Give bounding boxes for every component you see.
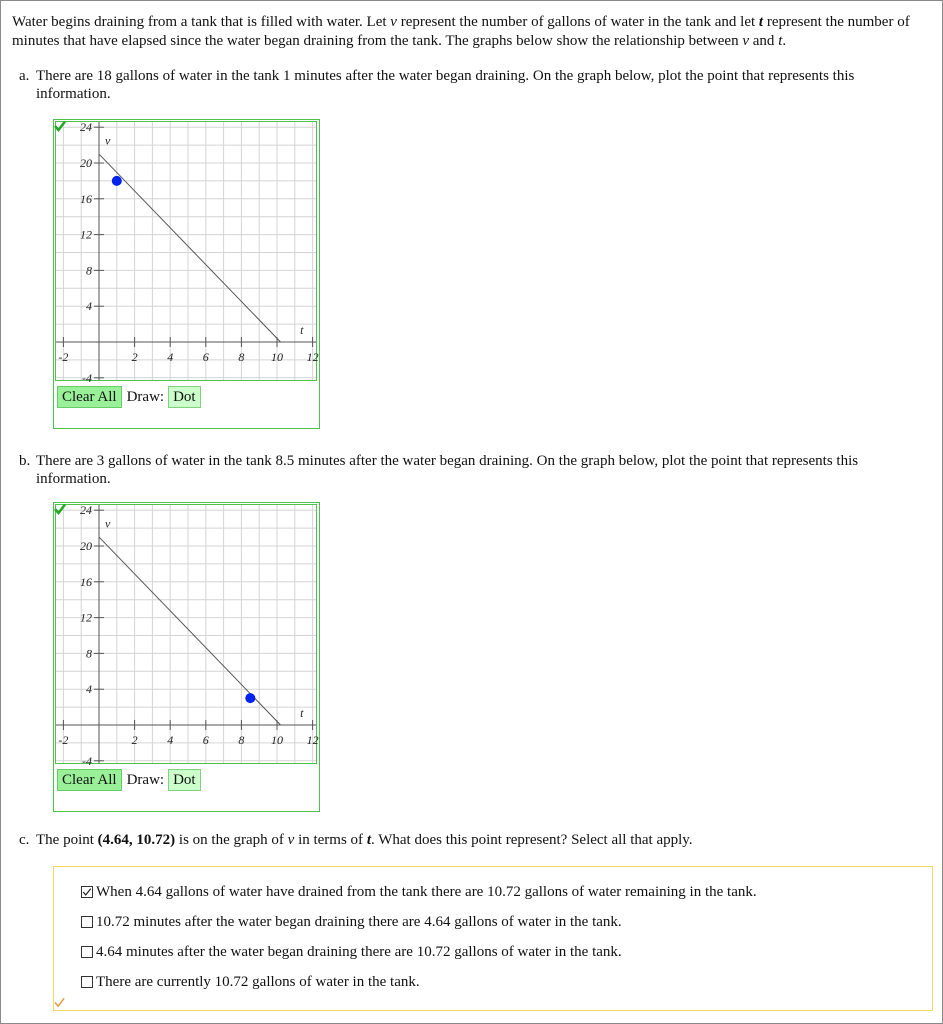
multiple-choice-box [53, 866, 933, 1011]
y-tick-label: 8 [86, 646, 92, 661]
x-tick-label: 8 [238, 733, 245, 747]
plotted-point [245, 693, 255, 703]
graph-b-toolbar [57, 769, 201, 791]
x-tick-label: 2 [131, 733, 138, 747]
problem-intro [12, 13, 932, 51]
choice-4[interactable] [81, 973, 420, 991]
graph-b-canvas[interactable] [54, 503, 319, 765]
clear-all-button[interactable]: Clear All [57, 769, 122, 791]
data-line [99, 154, 281, 342]
y-tick-label: 4 [86, 682, 92, 697]
dot-tool-button[interactable]: Dot [168, 769, 201, 791]
y-tick-label: 24 [80, 503, 92, 518]
intro-text: and [749, 33, 779, 49]
y-tick-label: 24 [80, 120, 92, 135]
part-text: The point [36, 832, 98, 848]
choice-1[interactable] [81, 883, 757, 901]
part-text: in terms of [294, 832, 367, 848]
x-tick-label: -2 [58, 350, 69, 364]
y-tick-label: 20 [80, 539, 92, 553]
choice-3[interactable] [81, 943, 622, 961]
x-axis-var-label: t [300, 706, 304, 720]
y-tick-label: -4 [82, 370, 92, 382]
y-tick-label: 12 [80, 227, 92, 242]
part-text: There are 3 gallons of water in the tank 8.5 minutes after the water began draining. On the graph below, plot the point that represents this information. [36, 453, 859, 487]
x-tick-label: 4 [167, 733, 174, 747]
y-tick-label: 12 [80, 610, 92, 625]
x-tick-label: 6 [202, 350, 209, 364]
graph-a-toolbar [57, 386, 201, 408]
partial-check-icon [54, 997, 65, 1008]
var-t: t [778, 33, 783, 49]
x-axis-var-label: t [300, 323, 304, 337]
intro-text: represent the number of minutes that have elapsed since the water began draining from the tank. The graphs below show the relationship between [12, 14, 910, 49]
var-t: t [366, 832, 371, 848]
checkbox[interactable] [81, 976, 93, 988]
dot-tool-button[interactable]: Dot [168, 386, 201, 408]
graph-a-widget [53, 119, 320, 429]
var-v: v [287, 832, 295, 848]
choice-2[interactable] [81, 913, 622, 931]
plotted-point [112, 176, 122, 186]
y-tick-label: -4 [82, 753, 92, 765]
correct-check-icon [54, 503, 66, 515]
choice-label: There are currently 10.72 gallons of water in the tank. [96, 974, 420, 990]
x-tick-label: 6 [202, 733, 209, 747]
checkmark-icon [82, 887, 92, 897]
checkbox[interactable] [81, 916, 93, 928]
x-tick-label: 8 [238, 350, 245, 364]
var-v: v [390, 14, 397, 30]
part-text: is on the graph of [175, 832, 288, 848]
x-tick-label: 10 [271, 733, 283, 747]
draw-label: Draw: [126, 771, 165, 788]
x-tick-label: 2 [131, 350, 138, 364]
point-coordinates: (4.64, 10.72) [97, 832, 176, 848]
var-t: t [758, 14, 764, 30]
choice-label: When 4.64 gallons of water have drained from the tank there are 10.72 gallons of water remaining in the tank. [96, 884, 757, 900]
part-a-prompt [19, 67, 931, 103]
part-letter: a. [19, 68, 30, 84]
y-tick-label: 16 [80, 191, 92, 206]
y-tick-label: 16 [80, 574, 92, 589]
checkbox[interactable] [81, 946, 93, 958]
y-tick-label: 4 [86, 299, 92, 314]
x-tick-label: -2 [58, 733, 69, 747]
part-letter: c. [19, 832, 30, 848]
graph-b-widget [53, 502, 320, 812]
x-tick-label: 12 [306, 733, 319, 747]
intro-text: . [782, 33, 787, 49]
intro-text: represent the number of gallons of water in the tank and let [396, 14, 759, 30]
y-axis-var-label: v [105, 516, 111, 531]
draw-label: Draw: [126, 388, 165, 405]
part-text: There are 18 gallons of water in the tank 1 minutes after the water began draining. On the graph below, plot the point that represents this information. [36, 68, 855, 102]
clear-all-button[interactable]: Clear All [57, 386, 122, 408]
graph-a-canvas[interactable] [54, 120, 319, 382]
choice-label: 4.64 minutes after the water began draining there are 10.72 gallons of water in the tank. [96, 944, 622, 960]
x-tick-label: 4 [167, 350, 174, 364]
part-text: . What does this point represent? Select all that apply. [370, 832, 693, 848]
x-tick-label: 12 [306, 350, 319, 364]
checkbox[interactable] [81, 886, 93, 898]
y-tick-label: 8 [86, 263, 92, 278]
var-v: v [742, 33, 750, 49]
correct-check-icon [54, 120, 66, 132]
choice-label: 10.72 minutes after the water began draining there are 4.64 gallons of water in the tank. [96, 914, 622, 930]
intro-text: Water begins draining from a tank that is filled with water. Let [12, 14, 391, 30]
part-b-prompt [19, 452, 931, 488]
y-tick-label: 20 [80, 156, 92, 170]
part-letter: b. [19, 453, 31, 469]
y-axis-var-label: v [105, 133, 111, 148]
part-c-prompt [19, 831, 931, 849]
x-tick-label: 10 [271, 350, 283, 364]
